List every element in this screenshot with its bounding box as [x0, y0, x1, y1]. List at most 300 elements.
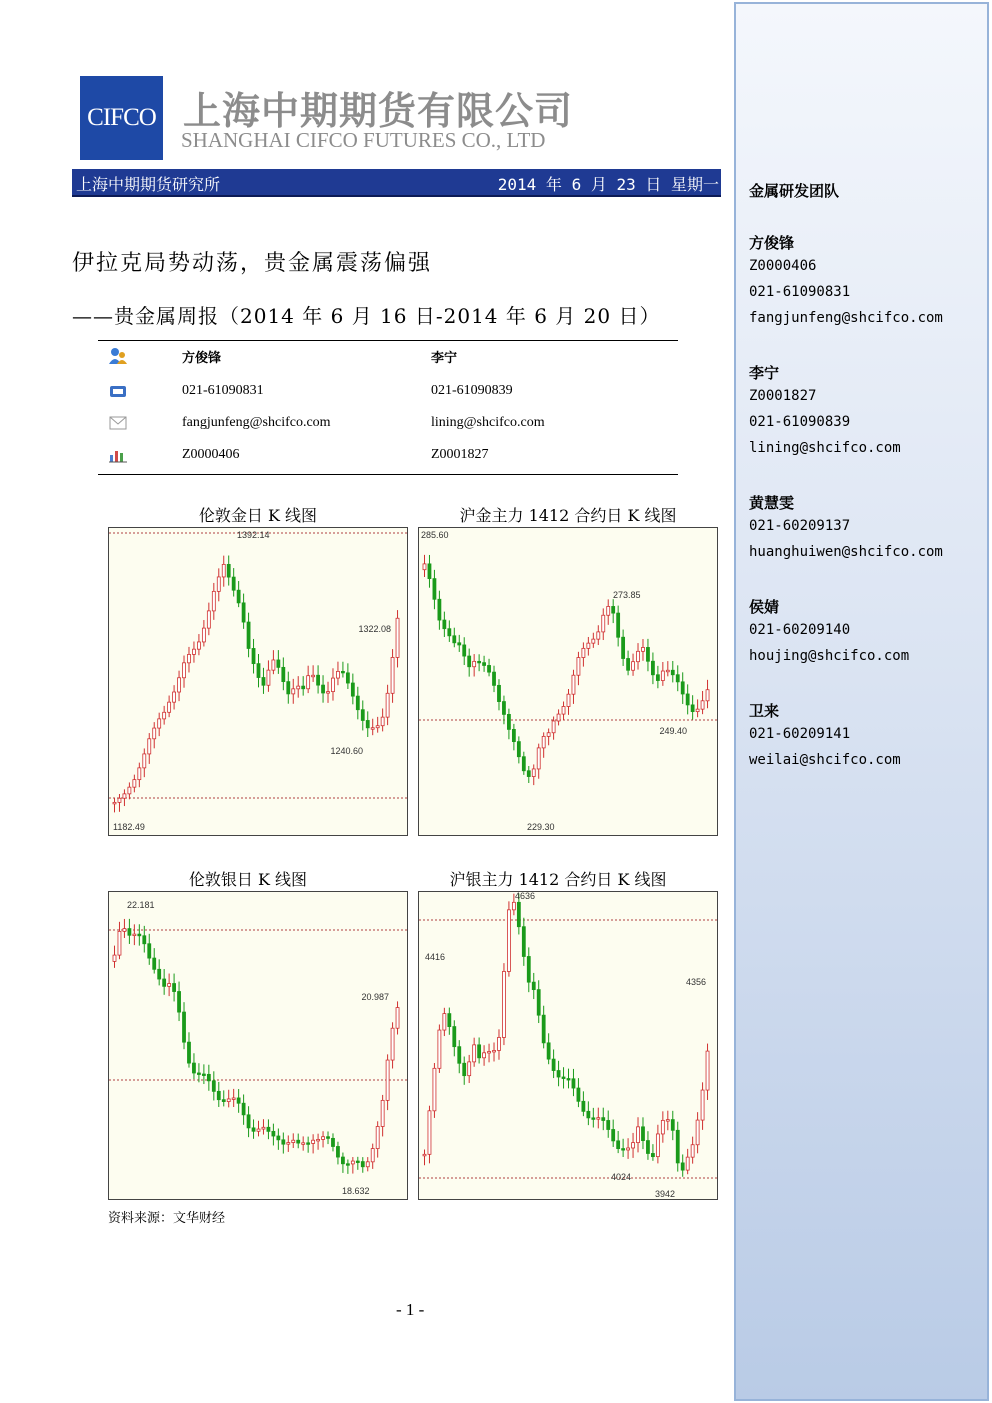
candle-body — [168, 702, 171, 712]
candle-body — [252, 1128, 255, 1131]
candle-body — [497, 685, 500, 701]
chart-london-gold — [108, 527, 408, 836]
candle-body — [143, 754, 146, 768]
candle-body — [637, 1127, 640, 1143]
candle-body — [676, 1130, 679, 1163]
candle-body — [478, 1045, 481, 1058]
candle-body — [312, 1140, 315, 1143]
candle-body — [562, 1077, 565, 1079]
contact-name-2: 李宁 — [431, 351, 458, 366]
candle-body — [641, 1127, 644, 1141]
candle-body — [143, 936, 146, 944]
candle-body — [351, 1161, 354, 1164]
candle-body — [232, 1098, 235, 1100]
candle-body — [428, 1111, 431, 1155]
candle-body — [651, 661, 654, 675]
candle-body — [597, 632, 600, 639]
candle-body — [651, 1153, 654, 1156]
report-subtitle: ——贵金属周报（2014 年 6 月 16 日-2014 年 6 月 20 日） — [72, 304, 661, 328]
price-label: 1182.49 — [113, 822, 145, 832]
chart-shfe-silver — [418, 891, 718, 1200]
candle-body — [118, 798, 121, 802]
candle-body — [217, 577, 220, 591]
candle-body — [488, 1051, 491, 1053]
candle-body — [331, 678, 334, 692]
candle-body — [317, 1139, 320, 1141]
sidebar-person — [749, 362, 901, 466]
logo-name-cn: 上海中期期货有限公司 — [183, 89, 574, 133]
candle-body — [322, 685, 325, 693]
person-name: 方俊锋 — [749, 234, 795, 252]
candle-body — [391, 1028, 394, 1060]
candle-body — [371, 1149, 374, 1162]
price-label: 4024 — [611, 1172, 632, 1182]
candle-body — [701, 1090, 704, 1120]
candle-body — [212, 1081, 215, 1092]
candle-body — [232, 577, 235, 590]
price-label: 18.632 — [342, 1186, 370, 1196]
candle-body — [567, 694, 570, 706]
candle-body — [572, 1079, 575, 1088]
source-note: 资料来源：文华财经 — [108, 1211, 226, 1226]
person-email[interactable]: weilai@shcifco.com — [749, 752, 901, 768]
candle-body — [587, 1111, 590, 1118]
candle-body — [336, 1146, 339, 1157]
candle-body — [468, 1062, 471, 1076]
candle-body — [346, 1164, 349, 1166]
contact-phone-2: 021-61090839 — [431, 383, 513, 398]
candle-body — [391, 657, 394, 693]
candle-body — [376, 1126, 379, 1148]
person-name: 黄慧雯 — [749, 494, 795, 512]
candle-body — [448, 629, 451, 636]
candle-body — [627, 659, 630, 671]
candle-body — [428, 564, 431, 579]
price-label: 3942 — [654, 1189, 675, 1199]
candle-body — [473, 1045, 476, 1062]
candle-body — [336, 671, 339, 678]
candle-body — [351, 683, 354, 696]
header-date: 2014 年 6 月 23 日 星期一 — [497, 175, 719, 194]
candle-body — [622, 637, 625, 658]
page-number: - 1 - — [396, 1300, 425, 1319]
candle-body — [686, 1157, 689, 1170]
candle-body — [537, 748, 540, 769]
candle-body — [257, 1129, 260, 1131]
candle-body — [187, 1042, 190, 1063]
report-title: 伊拉克局势动荡，贵金属震荡偏强 — [72, 251, 433, 276]
logo-box — [80, 76, 163, 160]
contact-name-1: 方俊锋 — [182, 351, 222, 366]
person-line: 021-61090831 — [749, 284, 851, 300]
sidebar-person — [749, 492, 943, 570]
mail-icon — [108, 415, 128, 431]
person-name: 侯婧 — [749, 598, 780, 616]
candle-body — [423, 1154, 426, 1156]
candle-body — [356, 1161, 359, 1163]
chart-svg-shfe-silver — [419, 892, 717, 1199]
candle-body — [307, 676, 310, 689]
person-line: 021-61090839 — [749, 414, 851, 430]
price-label: 273.85 — [613, 590, 641, 600]
price-label: 1392.14 — [237, 530, 270, 540]
candle-body — [656, 1134, 659, 1157]
candle-body — [331, 1138, 334, 1146]
sidebar-person — [749, 596, 909, 674]
candle-body — [307, 1143, 310, 1145]
candle-body — [572, 675, 575, 694]
candle-body — [202, 628, 205, 642]
person-name: 卫来 — [749, 702, 780, 720]
candle-body — [661, 1120, 664, 1134]
candle-body — [292, 689, 295, 694]
candle-body — [577, 1088, 580, 1101]
sidebar-team — [734, 2, 989, 1401]
candle-body — [163, 979, 166, 986]
candle-body — [423, 564, 426, 570]
candle-body — [443, 620, 446, 629]
candle-body — [681, 682, 684, 694]
candle-body — [517, 742, 520, 757]
candle-body — [327, 692, 330, 694]
candle-body — [292, 1140, 295, 1142]
candle-body — [458, 1047, 461, 1064]
candle-body — [376, 726, 379, 728]
candle-body — [617, 613, 620, 637]
candle-body — [696, 1120, 699, 1145]
price-label: 4356 — [685, 977, 706, 987]
candle-body — [691, 1145, 694, 1157]
candle-body — [701, 701, 704, 709]
contact-phone-1: 021-61090831 — [182, 383, 264, 398]
candle-body — [622, 1149, 625, 1151]
contact-id-1: Z0000406 — [182, 447, 240, 462]
person-email[interactable]: lining@shcifco.com — [749, 440, 901, 456]
contact-id-2: Z0001827 — [431, 447, 489, 462]
candle-body — [123, 929, 126, 932]
candle-body — [612, 1130, 615, 1141]
candle-body — [448, 1014, 451, 1027]
candle-body — [187, 654, 190, 662]
chart-svg-london-gold — [109, 528, 407, 835]
candle-body — [433, 579, 436, 600]
candle-body — [237, 1098, 240, 1103]
candle-body — [602, 1118, 605, 1121]
candle-body — [617, 1141, 620, 1149]
candle-body — [706, 690, 709, 701]
contact-email-1[interactable]: fangjunfeng@shcifco.com — [182, 415, 331, 430]
candle-body — [542, 736, 545, 748]
sidebar-person — [749, 700, 901, 778]
candle-body — [287, 1143, 290, 1145]
candle-body — [542, 1015, 545, 1043]
candle-body — [483, 1053, 486, 1058]
candle-body — [557, 714, 560, 721]
candle-body — [242, 603, 245, 622]
candle-body — [396, 1008, 399, 1029]
candle-body — [247, 622, 250, 648]
candle-body — [163, 712, 166, 719]
price-label: 4416 — [425, 952, 446, 962]
person-email[interactable]: houjing@shcifco.com — [749, 648, 910, 664]
candle-body — [118, 931, 121, 955]
person-line: 021-60209137 — [749, 518, 851, 534]
price-label: 22.181 — [127, 900, 155, 910]
candle-body — [532, 982, 535, 989]
candle-body — [612, 606, 615, 613]
candle-body — [696, 709, 699, 711]
candle-body — [113, 802, 116, 804]
contact-row-email — [98, 415, 678, 435]
header-bar — [72, 169, 721, 195]
candle-body — [386, 693, 389, 717]
candle-body — [632, 662, 635, 671]
contact-row-phone — [98, 383, 678, 403]
candle-body — [257, 664, 260, 678]
person-line: 021-60209141 — [749, 726, 851, 742]
candle-body — [522, 757, 525, 771]
candle-body — [173, 984, 176, 992]
candle-body — [133, 780, 136, 788]
candle-body — [527, 771, 530, 777]
candle-body — [522, 927, 525, 957]
candle-body — [267, 670, 270, 685]
candle-body — [381, 717, 384, 726]
candle-body — [582, 648, 585, 657]
chart-title-london-silver: 伦敦银日 K 线图 — [188, 870, 308, 889]
contact-email-2[interactable]: lining@shcifco.com — [431, 415, 545, 430]
candle-body — [168, 984, 171, 987]
candle-body — [547, 1043, 550, 1059]
logo-name-en: SHANGHAI CIFCO FUTURES CO., LTD — [181, 128, 546, 152]
candle-body — [366, 1162, 369, 1167]
candle-body — [396, 618, 399, 657]
logo-box-text: CIFCO — [87, 104, 156, 131]
person-email[interactable]: huanghuiwen@shcifco.com — [749, 544, 943, 560]
person-icon — [108, 347, 128, 363]
candle-body — [207, 1074, 210, 1080]
candle-body — [587, 643, 590, 648]
candle-body — [277, 660, 280, 667]
price-label: 249.40 — [659, 726, 687, 736]
candle-body — [453, 636, 456, 643]
candle-body — [488, 665, 491, 672]
candle-body — [192, 1063, 195, 1073]
candle-body — [512, 902, 515, 909]
candle-body — [706, 1051, 709, 1090]
candle-body — [661, 671, 664, 681]
candle-body — [302, 1143, 305, 1145]
price-label: 1240.60 — [330, 746, 363, 756]
candle-body — [227, 564, 230, 577]
candle-body — [272, 660, 275, 670]
candle-body — [153, 958, 156, 969]
price-label: 4636 — [515, 892, 536, 901]
candle-body — [217, 1091, 220, 1099]
chart-london-silver — [108, 891, 408, 1200]
candle-body — [242, 1103, 245, 1115]
candle-body — [148, 739, 151, 754]
candle-body — [646, 647, 649, 661]
candle-body — [493, 672, 496, 685]
candle-body — [138, 768, 141, 780]
candle-body — [597, 1118, 600, 1120]
candle-body — [346, 673, 349, 683]
candle-body — [453, 1027, 456, 1047]
candle-body — [671, 1120, 674, 1131]
header-org: 上海中期期货研究所 — [76, 175, 221, 194]
candle-body — [686, 694, 689, 705]
candle-body — [483, 663, 486, 666]
person-email[interactable]: fangjunfeng@shcifco.com — [749, 310, 943, 326]
candle-body — [577, 658, 580, 676]
person-line: Z0000406 — [749, 258, 817, 274]
phone-icon — [108, 383, 128, 399]
candle-body — [607, 606, 610, 615]
candle-body — [502, 702, 505, 715]
candle-body — [547, 733, 550, 737]
candle-body — [252, 648, 255, 663]
candle-body — [512, 729, 515, 741]
contact-table — [98, 340, 678, 475]
candle-body — [247, 1115, 250, 1128]
candle-body — [582, 1101, 585, 1111]
candle-body — [327, 1137, 330, 1139]
candle-body — [557, 1071, 560, 1077]
candle-body — [438, 599, 441, 620]
candle-body — [463, 645, 466, 656]
candle-body — [212, 591, 215, 611]
candle-body — [227, 1099, 230, 1102]
candle-body — [567, 1079, 570, 1081]
candle-body — [207, 611, 210, 628]
candle-body — [361, 710, 364, 721]
candle-body — [183, 1012, 186, 1042]
candle-body — [302, 686, 305, 689]
candle-body — [463, 1063, 466, 1075]
candle-body — [552, 1059, 555, 1070]
candle-body — [502, 971, 505, 1037]
price-label: 285.60 — [421, 530, 449, 540]
chart-shfe-gold — [418, 527, 718, 836]
person-name: 李宁 — [749, 364, 780, 382]
contact-row-id — [98, 447, 678, 467]
candle-body — [272, 1131, 275, 1136]
contact-row-names — [98, 347, 678, 367]
candle-body — [592, 1118, 595, 1120]
candle-body — [438, 1030, 441, 1068]
candle-body — [282, 1140, 285, 1144]
chart-title-london-gold: 伦敦金日 K 线图 — [198, 506, 318, 525]
candle-body — [366, 720, 369, 727]
candle-body — [178, 678, 181, 692]
candle-body — [356, 696, 359, 710]
candle-body — [386, 1060, 389, 1100]
candle-body — [656, 675, 659, 681]
candle-body — [277, 1136, 280, 1140]
candle-body — [312, 675, 315, 677]
candle-body — [341, 1157, 344, 1164]
candle-body — [671, 670, 674, 674]
candle-body — [532, 769, 535, 777]
candle-body — [341, 671, 344, 673]
candle-body — [602, 615, 605, 632]
candle-body — [562, 706, 565, 714]
candle-body — [607, 1120, 610, 1129]
candle-body — [646, 1141, 649, 1154]
chart-svg-shfe-gold — [419, 528, 717, 835]
candle-body — [458, 643, 461, 645]
person-line: Z0001827 — [749, 388, 817, 404]
chart-title-shfe-silver: 沪银主力 1412 合约日 K 线图 — [449, 870, 667, 889]
chart-icon — [108, 447, 128, 463]
candle-body — [676, 675, 679, 682]
candle-body — [282, 667, 285, 681]
candle-body — [192, 649, 195, 654]
chart-title-shfe-gold: 沪金主力 1412 合约日 K 线图 — [459, 506, 677, 525]
candle-body — [138, 934, 141, 936]
candle-body — [202, 1074, 205, 1076]
candle-body — [637, 651, 640, 661]
candle-body — [641, 647, 644, 651]
candle-body — [222, 564, 225, 577]
candle-body — [153, 728, 156, 739]
candle-body — [361, 1162, 364, 1167]
candle-body — [666, 1120, 669, 1122]
price-label: 229.30 — [527, 822, 555, 832]
candle-body — [493, 1050, 496, 1052]
candle-body — [322, 1137, 325, 1140]
candle-body — [178, 992, 181, 1013]
candle-body — [123, 794, 126, 798]
candle-body — [317, 675, 320, 685]
candle-body — [592, 639, 595, 643]
candle-body — [287, 682, 290, 694]
candle-body — [497, 1037, 500, 1050]
candle-body — [113, 955, 116, 961]
candle-body — [468, 656, 471, 667]
person-line: 021-60209140 — [749, 622, 851, 638]
candle-body — [148, 944, 151, 958]
candle-body — [627, 1148, 630, 1150]
candle-body — [552, 721, 555, 733]
candle-body — [507, 910, 510, 972]
candle-body — [527, 956, 530, 982]
candle-body — [262, 678, 265, 686]
candle-body — [297, 1140, 300, 1143]
candle-body — [666, 670, 669, 672]
candle-body — [197, 1073, 200, 1075]
candle-body — [681, 1163, 684, 1170]
candle-body — [183, 663, 186, 678]
candle-body — [133, 934, 136, 936]
candle-body — [173, 692, 176, 702]
candle-body — [381, 1100, 384, 1126]
candle-body — [371, 728, 374, 730]
candle-body — [237, 590, 240, 603]
chart-svg-london-silver — [109, 892, 407, 1199]
candle-body — [297, 686, 300, 689]
candle-body — [443, 1014, 446, 1030]
candle-body — [262, 1127, 265, 1129]
candle-body — [473, 661, 476, 666]
candle-body — [691, 705, 694, 712]
sidebar-person — [749, 232, 943, 336]
candle-body — [128, 787, 131, 794]
candle-body — [158, 969, 161, 979]
candle-body — [433, 1068, 436, 1110]
price-label: 1322.08 — [358, 624, 391, 634]
